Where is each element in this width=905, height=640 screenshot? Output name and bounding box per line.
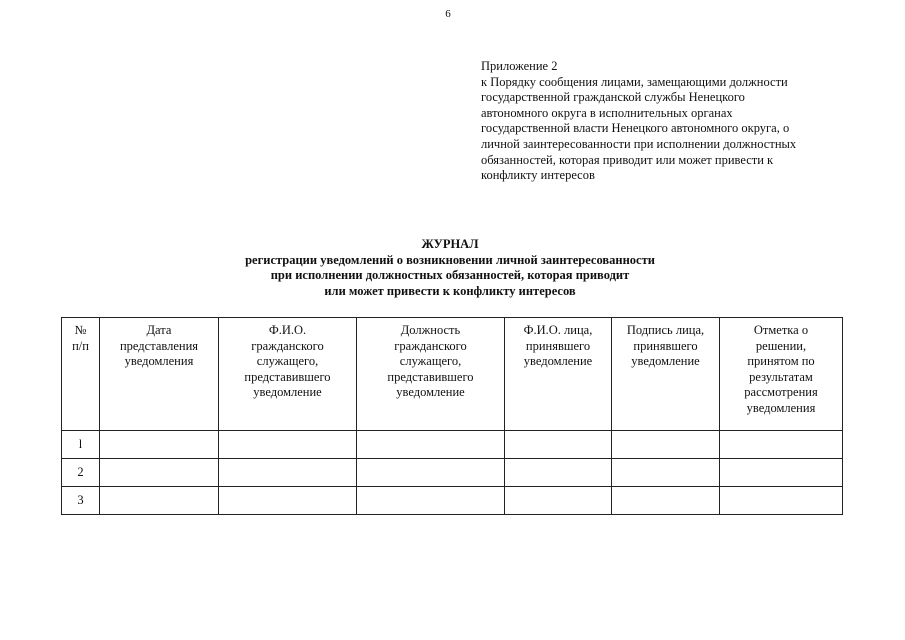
- table-row: [62, 459, 843, 487]
- column-header-line: Подпись лица,: [626, 323, 705, 337]
- appendix-title: Приложение 2: [481, 59, 558, 73]
- table-row: [62, 487, 843, 515]
- column-header-line: представившего: [387, 369, 474, 384]
- column-header-line: Ф.И.О. лица,: [523, 323, 593, 337]
- table-cell-number: l: [62, 431, 100, 459]
- journal-table: [61, 317, 843, 515]
- table-cell: [357, 459, 505, 487]
- table-cell: [219, 459, 357, 487]
- column-header-decision-note: [720, 318, 843, 431]
- column-header-date: [100, 318, 219, 431]
- column-header-line: уведомление: [253, 385, 322, 400]
- column-header-line: уведомление: [523, 354, 593, 369]
- appendix-line: автономного округа в исполнительных органах: [481, 105, 733, 120]
- column-header-receiver-name: [505, 318, 612, 431]
- column-header-line: служащего,: [256, 354, 319, 369]
- column-header-employee-position: [357, 318, 505, 431]
- journal-title: ЖУРНАЛ: [421, 237, 479, 251]
- table-cell: [357, 487, 505, 515]
- column-header-line: Ф.И.О.: [268, 323, 307, 337]
- table-cell: [100, 487, 219, 515]
- table-cell: [357, 431, 505, 459]
- column-header-line: уведомление: [396, 385, 465, 400]
- table-cell: [505, 431, 612, 459]
- column-header-line: принявшего: [525, 338, 591, 353]
- table-cell: [100, 431, 219, 459]
- table-cell: [219, 431, 357, 459]
- table-cell: [720, 487, 843, 515]
- table-cell: [612, 487, 720, 515]
- appendix-line: государственной власти Ненецкого автономного округа, о: [481, 121, 790, 136]
- column-header-line: Дата: [146, 323, 172, 337]
- appendix-line: конфликту интересов: [481, 168, 595, 183]
- column-header-line: рассмотрения: [744, 385, 818, 400]
- column-header-line: решении,: [755, 338, 807, 353]
- column-header-line: принятом по: [747, 354, 815, 369]
- column-header-number: [62, 318, 100, 431]
- column-header-line: представления: [119, 338, 199, 353]
- column-header-line: результатам: [749, 369, 813, 384]
- column-header-receiver-signature: [612, 318, 720, 431]
- table-cell: [720, 459, 843, 487]
- column-header-line: п/п: [72, 338, 89, 353]
- column-header-line: №: [74, 323, 87, 337]
- journal-subtitle-line: при исполнении должностных обязанностей, которая приводит: [270, 268, 630, 283]
- appendix-line: личной заинтересованности при исполнении должностных: [481, 136, 797, 151]
- column-header-line: принявшего: [633, 338, 698, 353]
- column-header-line: Отметка о: [753, 323, 809, 337]
- table-cell: [100, 459, 219, 487]
- column-header-employee-name: [219, 318, 357, 431]
- table-header-row: [62, 318, 843, 431]
- table-cell: [720, 431, 843, 459]
- table-cell: [219, 487, 357, 515]
- column-header-line: уведомление: [631, 354, 700, 369]
- journal-subtitle-line: регистрации уведомлений о возникновении личной заинтересованности: [245, 252, 655, 267]
- table-cell: [505, 487, 612, 515]
- column-header-line: уведомления: [124, 354, 194, 369]
- table-row: [62, 431, 843, 459]
- appendix-line: обязанностей, которая приводит или может привести к: [481, 152, 774, 167]
- column-header-line: гражданского: [251, 338, 324, 353]
- appendix-line: государственной гражданской службы Ненецкого: [481, 90, 745, 105]
- table-cell-number: 3: [62, 487, 100, 515]
- table-cell-number: 2: [62, 459, 100, 487]
- table-cell: [505, 459, 612, 487]
- column-header-line: служащего,: [399, 354, 462, 369]
- column-header-line: Должность: [400, 323, 461, 337]
- appendix-block: [481, 59, 861, 184]
- table-cell: [612, 459, 720, 487]
- appendix-line: к Порядку сообщения лицами, замещающими должности: [481, 74, 788, 89]
- column-header-line: представившего: [244, 369, 331, 384]
- journal-subtitle-line: или может привести к конфликту интересов: [324, 283, 576, 298]
- table-cell: [612, 431, 720, 459]
- column-header-line: гражданского: [394, 338, 467, 353]
- journal-heading: [150, 237, 750, 299]
- page-number: 6: [445, 8, 451, 20]
- column-header-line: уведомления: [746, 400, 816, 415]
